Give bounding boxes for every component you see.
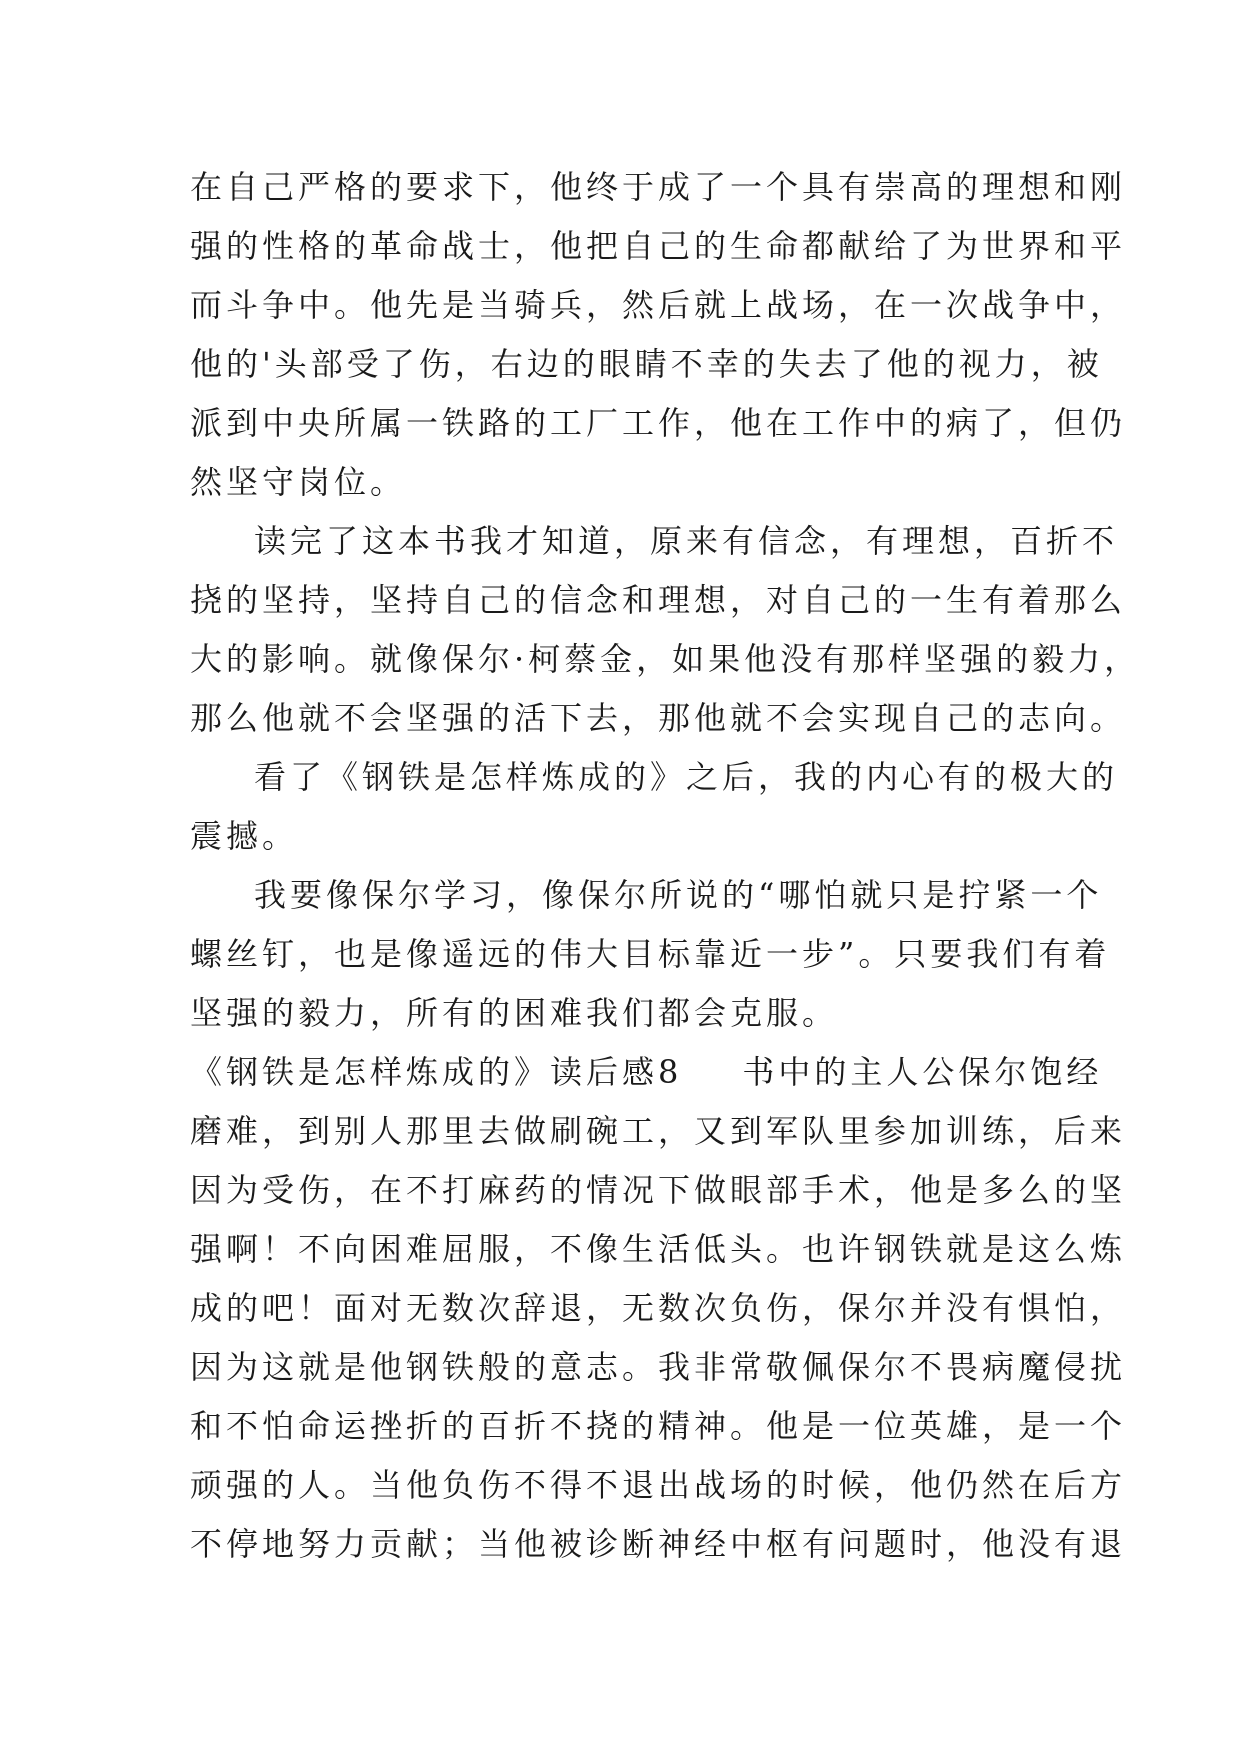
text-line: 不停地努力贡献；当他被诊断神经中枢有问题时，他没有退: [190, 1525, 1127, 1563]
text-line: 挠的坚持，坚持自己的信念和理想，对自己的一生有着那么: [190, 581, 1127, 619]
text-line: 那么他就不会坚强的活下去，那他就不会实现自己的志向。: [190, 699, 1127, 737]
text-line: 螺丝钉，也是像遥远的伟大目标靠近一步”。只要我们有着: [190, 935, 1111, 973]
text-line: 派到中央所属一铁路的工厂工作，他在工作中的病了，但仍: [190, 404, 1127, 442]
text-line: 然坚守岗位。: [190, 463, 407, 501]
text-line: 因为这就是他钢铁般的意志。我非常敬佩保尔不畏病魔侵扰: [190, 1348, 1127, 1386]
text-line: 而斗争中。他先是当骑兵，然后就上战场，在一次战争中，: [190, 286, 1127, 324]
text-line: 我要像保尔学习，像保尔所说的“哪怕就只是拧紧一个: [254, 876, 1103, 914]
text-line: 和不怕命运挫折的百折不挠的精神。他是一位英雄，是一个: [190, 1407, 1127, 1445]
text-line: 强啊！不向困难屈服，不像生活低头。也许钢铁就是这么炼: [190, 1230, 1127, 1268]
paragraph-3: [190, 748, 1119, 866]
text-line: 顽强的人。当他负伤不得不退出战场的时候，他仍然在后方: [190, 1466, 1127, 1504]
text-line: 成的吧！面对无数次辞退，无数次负伤，保尔并没有惧怕，: [190, 1289, 1127, 1327]
text-line: 磨难，到别人那里去做刷碗工，又到军队里参加训练，后来: [190, 1112, 1127, 1150]
paragraph-1: [190, 158, 1127, 512]
section-first-line: [190, 1043, 1103, 1102]
section-8: [190, 1043, 1127, 1574]
text-line: 读完了这本书我才知道，原来有信念，有理想，百折不: [254, 522, 1119, 560]
text-line: 看了《钢铁是怎样炼成的》之后，我的内心有的极大的: [254, 758, 1119, 796]
text-line: 大的影响。就像保尔·柯蔡金，如果他没有那样坚强的毅力，: [190, 640, 1141, 678]
text-line: 在自己严格的要求下，他终于成了一个具有崇高的理想和刚: [190, 168, 1127, 206]
document-body: [190, 158, 1141, 1574]
section-heading: 《钢铁是怎样炼成的》读后感8: [190, 1053, 683, 1091]
text-line: 他的'头部受了伤，右边的眼睛不幸的失去了他的视力，被: [190, 345, 1103, 383]
text-line: 坚强的毅力，所有的困难我们都会克服。: [190, 994, 839, 1032]
paragraph-2: [190, 512, 1141, 748]
text-line: 强的性格的革命战士，他把自己的生命都献给了为世界和平: [190, 227, 1127, 265]
paragraph-4: [190, 866, 1111, 1043]
section-first-line-text: 书中的主人公保尔饱经: [742, 1053, 1103, 1091]
text-line: 震撼。: [190, 817, 299, 855]
text-line: 因为受伤，在不打麻药的情况下做眼部手术，他是多么的坚: [190, 1171, 1127, 1209]
